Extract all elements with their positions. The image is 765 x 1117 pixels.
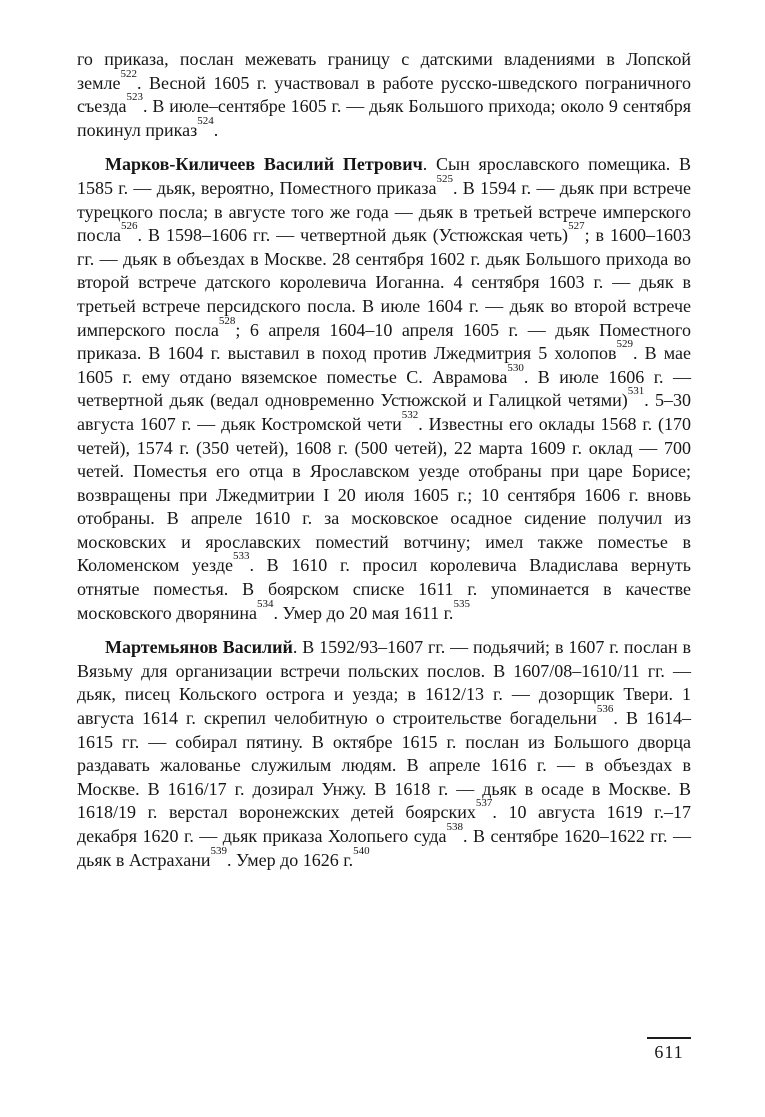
footnote-reference: 531 [627, 385, 645, 398]
text-run: . Известны его оклады 1568 г. (170 четей), 1574 г. (350 четей), 1608 г. (500 четей), 22 марта 1609 г. оклад — 700 четей. Поместья его отца в Ярославском уезде отобраны при царе Борисе; возвращены при Лжедмитрии I 20 июля 1605 г.; 10 сентября 1606 г. вновь отобраны. В апреле 1610 г. за московское осадное сидение получил из московских и ярославских поместий вотчину; имел также поместье в Коломенском уезде [77, 413, 691, 576]
text-run: . 5–30 августа 1607 г. — дьяк Костромской чети [77, 390, 691, 434]
text-run: . Весной 1605 г. участвовал в работе русско-шведского пограничного съезда [77, 72, 691, 117]
text-run: . Сын ярославского помещика. В 1585 г. — дьяк, вероятно, Поместного приказа [77, 154, 691, 198]
footnote-reference: 536 [596, 703, 614, 716]
footer-rule [647, 1037, 691, 1039]
footnote-reference: 540 [353, 844, 370, 857]
page-content [77, 48, 691, 872]
page-number: 611 [654, 1042, 684, 1062]
footnote-reference: 522 [120, 67, 137, 80]
footnote-reference: 532 [401, 408, 419, 421]
footnote-reference: 523 [126, 91, 143, 104]
text-run: . В 1592/93–1607 гг. — подьячий; в 1607 г. послан в Вязьму для организации встречи польских послов. В 1607/08–1610/11 гг. — дьяк, писец Кольского острога и уезда; в 1612/13 г. — дозорщик Твери. 1 августа 1614 г. скрепил челобитную о строительстве богадельни [77, 637, 691, 729]
footnote-reference: 535 [453, 597, 470, 610]
footnote-reference: 533 [232, 550, 250, 563]
footnote-reference: 526 [121, 220, 138, 233]
text-run: . Умер до 1626 г. [227, 849, 354, 870]
text-run: . В 1614–1615 гг. — собирал пятину. В октябре 1615 г. послан из Большого дворца раздавать жалованье служилым людям. В апреле 1616 г. — в объездах в Москве. В 1616/17 г. дозирал Унжу. В 1618 г. — дьяк в осаде в Москве. В 1618/19 г. верстал воронежских детей боярских [77, 708, 691, 823]
text-run: . Умер до 20 мая 1611 г. [273, 602, 454, 623]
entry-continuation [77, 48, 691, 142]
page-footer [647, 1037, 691, 1063]
text-run: . 10 августа 1619 г.–17 декабря 1620 г. — дьяк приказа Холопьего суда [77, 802, 691, 846]
entry-name: Мартемьянов Василий [105, 637, 293, 658]
footnote-reference: 529 [616, 338, 634, 351]
footnote-reference: 537 [475, 797, 493, 810]
footnote-reference: 538 [446, 821, 464, 833]
text-run: . В 1598–1606 гг. — четвертной дьяк (Устюжская четь) [137, 225, 569, 246]
entry-markov-kilicheev [77, 153, 691, 625]
text-run: . В июле–сентябре 1605 г. — дьяк Большого прихода; около 9 сентября покинул приказ [77, 96, 691, 140]
text-run: . В мае 1605 г. ему отдано вяземское поместье С. Аврамова [77, 343, 691, 387]
entry-martemyanov [77, 636, 691, 872]
footnote-reference: 530 [507, 361, 524, 374]
footnote-reference: 534 [257, 597, 274, 610]
text-run: . В 1610 г. просил королевича Владислава вернуть отнятые поместья. В боярском списке 1611 г. упоминается в качестве московского дворянина [77, 555, 691, 623]
entry-name: Марков-Киличеев Василий Петрович [105, 154, 423, 175]
text-run: го приказа, послан межевать границу с датскими владениями в Лопской земле [77, 49, 691, 93]
footnote-reference: 524 [197, 114, 214, 127]
text-run: . В 1594 г. — дьяк при встрече турецкого посла; в августе того же года — дьяк в третьей встрече имперского посла [77, 177, 692, 246]
text-run: . [213, 119, 219, 140]
text-run: . В сентябре 1620–1622 гг. — дьяк в Астрахани [77, 826, 691, 870]
text-run: . В июле 1606 г. — четвертной дьяк (ведал одновременно Устюжской и Галицкой четями) [77, 366, 691, 411]
text-run: ; 6 апреля 1604–10 апреля 1605 г. — дьяк Поместного приказа. В 1604 г. выставил в поход против Лжедмитрия 5 холопов [77, 319, 691, 364]
footnote-reference: 527 [568, 220, 585, 233]
footnote-reference: 525 [436, 172, 453, 185]
footnote-reference: 528 [218, 314, 236, 327]
text-run: ; в 1600–1603 гг. — дьяк в объездах в Москве. 28 сентября 1602 г. дьяк Большого прихода во второй встрече датского королевича Иоганна. 4 сентября 1603 г. — дьяк в третьей встрече персидского посла. В июле 1604 г. — дьяк во второй встрече имперского посла [77, 225, 692, 340]
footnote-reference: 539 [210, 844, 228, 857]
